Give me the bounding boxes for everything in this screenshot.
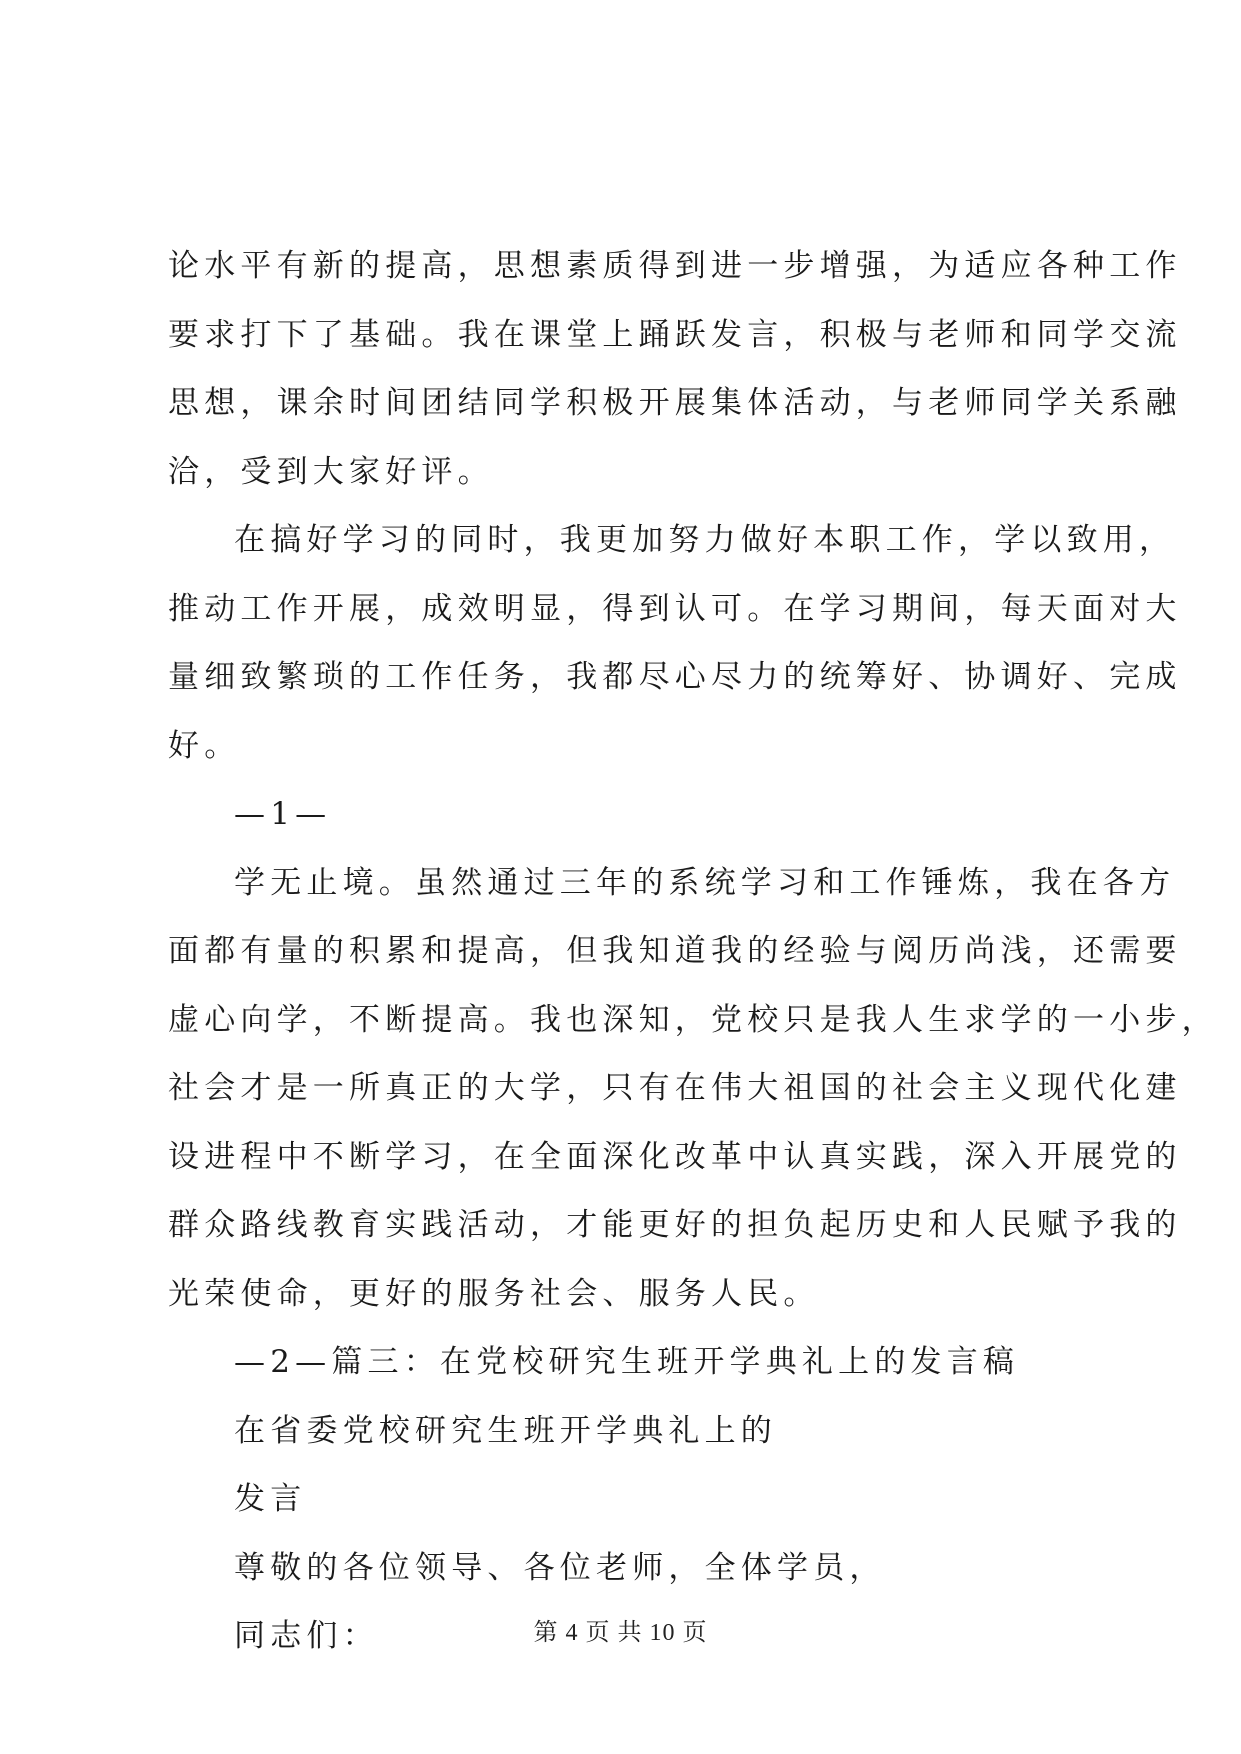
text-line: 面都有量的积累和提高，但我知道我的经验与阅历尚浅，还需要 xyxy=(168,933,1182,969)
text-line: 量细致繁琐的工作任务，我都尽心尽力的统筹好、协调好、完成 xyxy=(168,659,1182,695)
text-line: 光荣使命，更好的服务社会、服务人民。 xyxy=(168,1275,820,1312)
text-line: 设进程中不断学习，在全面深化改革中认真实践，深入开展党的 xyxy=(168,1138,1182,1175)
speech-title-continued: 发言 xyxy=(234,1481,307,1517)
text-line: 在搞好学习的同时，我更加努力做好本职工作，学以致用， xyxy=(234,522,1176,558)
text-line: 要求打下了基础。我在课堂上踊跃发言，积极与老师和同学交流 xyxy=(168,316,1182,353)
salutation-continued: 同志们： xyxy=(234,1618,379,1654)
text-line: 虚心向学，不断提高。我也深知，党校只是我人生求学的一小步， xyxy=(168,1001,1218,1038)
page-marker: —1— xyxy=(234,796,332,832)
text-line: 论水平有新的提高，思想素质得到进一步增强，为适应各种工作 xyxy=(168,248,1182,284)
text-line: 推动工作开展，成效明显，得到认可。在学习期间，每天面对大 xyxy=(168,590,1182,627)
text-line: 洽，受到大家好评。 xyxy=(168,453,494,490)
text-line: 思想，课余时间团结同学积极开展集体活动，与老师同学关系融 xyxy=(168,385,1182,421)
speech-title: 在省委党校研究生班开学典礼上的 xyxy=(234,1412,777,1449)
text-line: 社会才是一所真正的大学，只有在伟大祖国的社会主义现代化建 xyxy=(168,1070,1182,1106)
salutation: 尊敬的各位领导、各位老师，全体学员， xyxy=(234,1549,886,1586)
text-line: 群众路线教育实践活动，才能更好的担负起历史和人民赋予我的 xyxy=(168,1207,1182,1243)
text-line: 学无止境。虽然通过三年的系统学习和工作锤炼，我在各方 xyxy=(234,864,1176,901)
page-footer: 第 4 页 共 10 页 xyxy=(533,1620,708,1646)
section-heading: —2—篇三：在党校研究生班开学典礼上的发言稿 xyxy=(234,1344,1020,1380)
document-body xyxy=(168,232,1218,1671)
text-line: 好。 xyxy=(168,727,241,764)
